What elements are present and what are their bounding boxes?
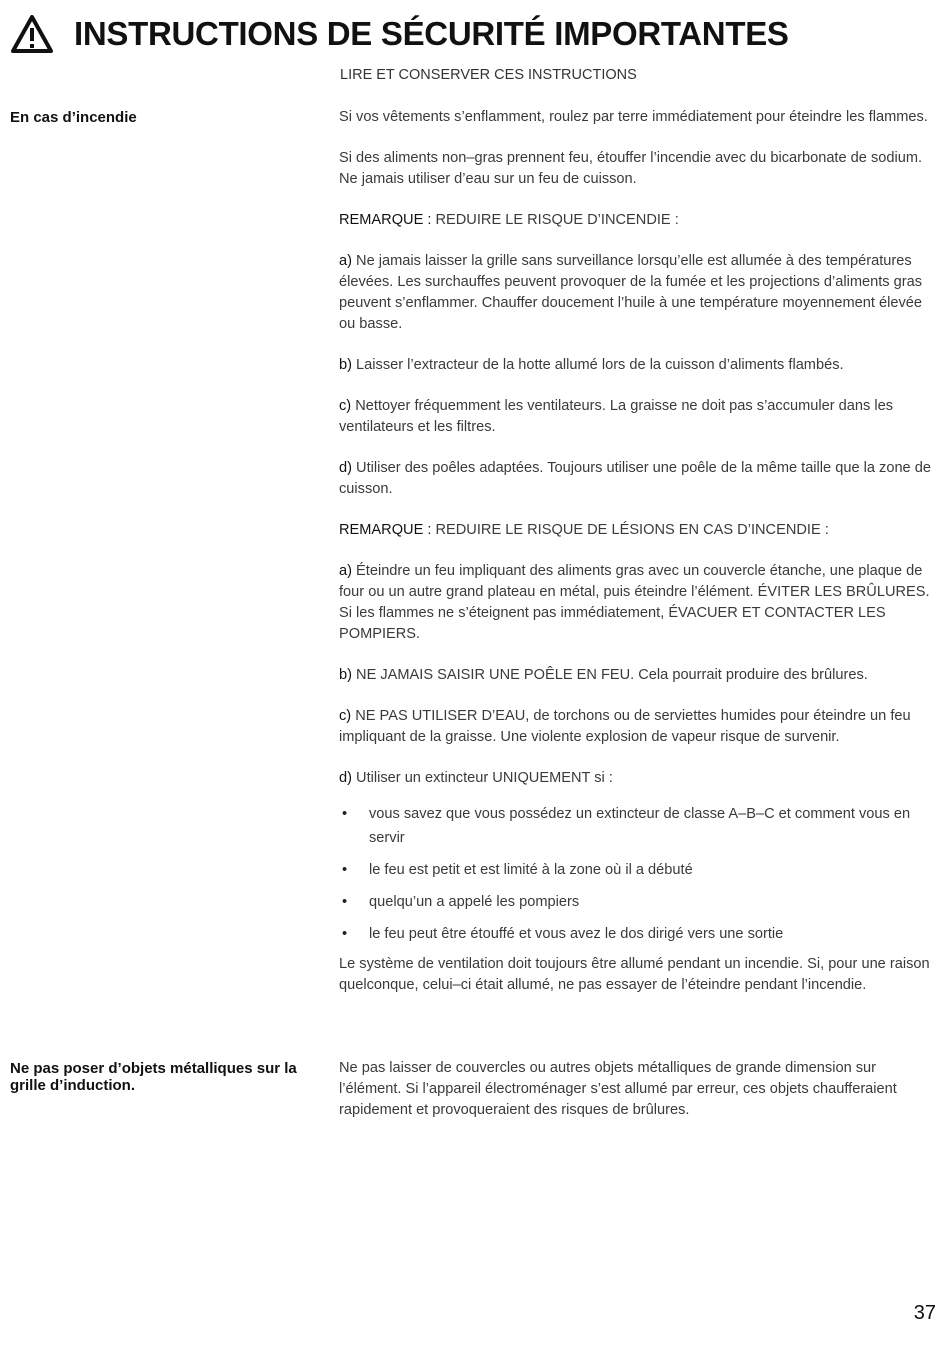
paragraph: Si des aliments non–gras prennent feu, étouffer l’incendie avec du bicarbonate de sodium. Ne jamais utiliser d’eau sur un feu de cuisson. (339, 150, 923, 187)
item-key: c) (339, 708, 352, 724)
item-key: c) (339, 398, 352, 414)
item-key: d) (339, 460, 352, 476)
item-key: b) (339, 667, 352, 683)
remark-heading (339, 210, 937, 231)
section-metal-content (339, 1058, 937, 1141)
paragraph: Si vos vêtements s’enflamment, roulez par terre immédiatement pour éteindre les flammes. (339, 109, 928, 125)
item-key: d) (339, 770, 352, 786)
section-label-metal: Ne pas poser d’objets métalliques sur la grille d’induction. (10, 1060, 297, 1094)
remark-key: REMARQUE : (339, 522, 432, 538)
remark-item (339, 355, 937, 376)
remark-text: REDUIRE LE RISQUE D’INCENDIE : (435, 212, 679, 228)
bullet-icon: • (342, 862, 348, 878)
item-key: a) (339, 253, 352, 269)
item-text: Laisser l’extracteur de la hotte allumé lors de la cuisson d’aliments flambés. (356, 357, 844, 373)
remark-item (339, 458, 937, 500)
list-item-text: le feu peut être étouffé et vous avez le dos dirigé vers une sortie (369, 926, 784, 942)
remark-item (339, 706, 937, 748)
item-key: b) (339, 357, 352, 373)
remark-item (339, 665, 937, 686)
list-item-text: quelqu’un a appelé les pompiers (369, 894, 580, 910)
item-text: Utiliser des poêles adaptées. Toujours utiliser une poêle de la même taille que la zone de cuisson. (339, 460, 931, 497)
remark-item (339, 251, 937, 335)
paragraph: Ne pas laisser de couvercles ou autres objets métalliques de grande dimension sur l’élément. Si l’appareil électroménager s’est allumé par erreur, ces objets chaufferaient rapidement et provoqueraient des risques de brûlures. (339, 1060, 897, 1118)
bullet-icon: • (342, 926, 348, 942)
item-key: a) (339, 563, 352, 579)
remark-text: REDUIRE LE RISQUE DE LÉSIONS EN CAS D’INCENDIE : (435, 522, 829, 538)
warning-triangle-icon (10, 14, 54, 54)
remark-item (339, 561, 937, 645)
remark-item (339, 396, 937, 438)
page-subtitle: LIRE ET CONSERVER CES INSTRUCTIONS (340, 67, 637, 83)
list-item (339, 922, 937, 946)
list-item (339, 890, 937, 914)
extinguisher-conditions-list (339, 802, 937, 946)
section-label-fire: En cas d’incendie (10, 109, 137, 126)
section-fire-content (339, 107, 937, 1016)
list-item (339, 858, 937, 882)
list-item-text: vous savez que vous possédez un extincteur de classe A–B–C et comment vous en servir (369, 806, 911, 846)
remark-item (339, 768, 937, 789)
paragraph: Le système de ventilation doit toujours être allumé pendant un incendie. Si, pour une raison quelconque, celui–ci était allumé, ne pas essayer de l’éteindre pendant l’incendie. (339, 956, 930, 993)
page-header (10, 14, 789, 54)
bullet-icon: • (342, 806, 348, 822)
bullet-icon: • (342, 894, 348, 910)
remark-heading (339, 520, 937, 541)
item-text: Éteindre un feu impliquant des aliments gras avec un couvercle étanche, une plaque de four ou un autre grand plateau en métal, puis éteindre l’élément. ÉVITER LES BRÛLURES. Si les flammes ne s’éteignent pas immédiatement, ÉVACUER ET CONTACTER LES POMPIERS. (339, 563, 930, 642)
page-number: 37 (913, 1302, 936, 1324)
list-item (339, 802, 937, 850)
item-text: NE JAMAIS SAISIR UNE POÊLE EN FEU. Cela pourrait produire des brûlures. (356, 667, 868, 683)
page-title: INSTRUCTIONS DE SÉCURITÉ IMPORTANTES (74, 15, 789, 52)
item-text: Utiliser un extincteur UNIQUEMENT si : (356, 770, 613, 786)
remark-key: REMARQUE : (339, 212, 432, 228)
item-text: NE PAS UTILISER D’EAU, de torchons ou de serviettes humides pour éteindre un feu impliquant de la graisse. Une violente explosion de vapeur risque de survenir. (339, 708, 911, 745)
list-item-text: le feu est petit et est limité à la zone où il a débuté (369, 862, 693, 878)
item-text: Nettoyer fréquemment les ventilateurs. La graisse ne doit pas s’accumuler dans les ventilateurs et les filtres. (339, 398, 894, 435)
item-text: Ne jamais laisser la grille sans surveillance lorsqu’elle est allumée à des températures élevées. Les surchauffes peuvent provoquer de la fumée et les projections d’aliments gras peuvent s’enflammer. Chauffer doucement l’huile à une température moyennement élevée ou basse. (339, 253, 923, 332)
